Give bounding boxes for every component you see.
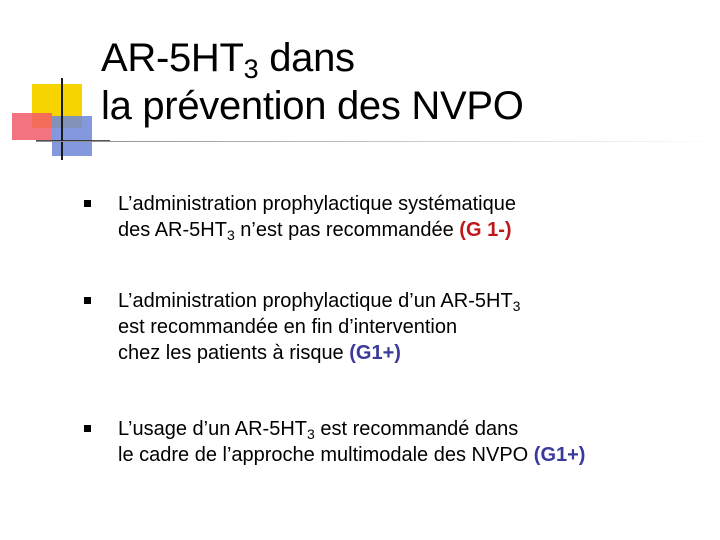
- bullet-item-3: [118, 416, 585, 468]
- bullet-item-2: [118, 288, 520, 366]
- title-subscript: 3: [243, 54, 259, 84]
- grade-badge: (G 1-): [459, 219, 512, 241]
- bullet-2-line-3: [118, 340, 520, 366]
- grade-badge: (G1+): [349, 342, 401, 364]
- subscript: 3: [226, 227, 235, 243]
- bullet-text: chez les patients à risque: [118, 342, 350, 364]
- bullet-text: le cadre de l’approche multimodale des NVPO: [118, 444, 534, 466]
- subscript: 3: [512, 298, 521, 314]
- bullet-marker: [84, 425, 91, 432]
- bullet-marker: [84, 200, 91, 207]
- bullet-text: est recommandé dans: [314, 418, 519, 440]
- title-text: dans: [258, 36, 355, 80]
- title-line-2: la prévention des NVPO: [101, 84, 524, 128]
- subscript: 3: [307, 426, 315, 442]
- bullet-text: n’est pas recommandée: [234, 219, 460, 241]
- bullet-2-line-1: [118, 288, 520, 314]
- grade-badge: (G1+): [533, 444, 586, 466]
- bullet-item-1: [118, 191, 516, 243]
- title-text: AR-5HT: [101, 36, 244, 80]
- bullet-2-line-2: est recommandée en fin d’intervention: [118, 316, 458, 338]
- bullet-1-line-2: [118, 217, 516, 243]
- bullet-marker: [84, 297, 91, 304]
- bullet-text: L’usage d’un AR-5HT: [118, 418, 308, 440]
- bullet-3-line-1: [118, 416, 585, 442]
- bullet-text: L’administration prophylactique d’un AR-5HT: [118, 290, 513, 312]
- bullet-1-line-1: L’administration prophylactique systématique: [118, 193, 516, 215]
- bullet-3-line-2: [118, 442, 585, 468]
- bullet-text: des AR-5HT: [118, 219, 227, 241]
